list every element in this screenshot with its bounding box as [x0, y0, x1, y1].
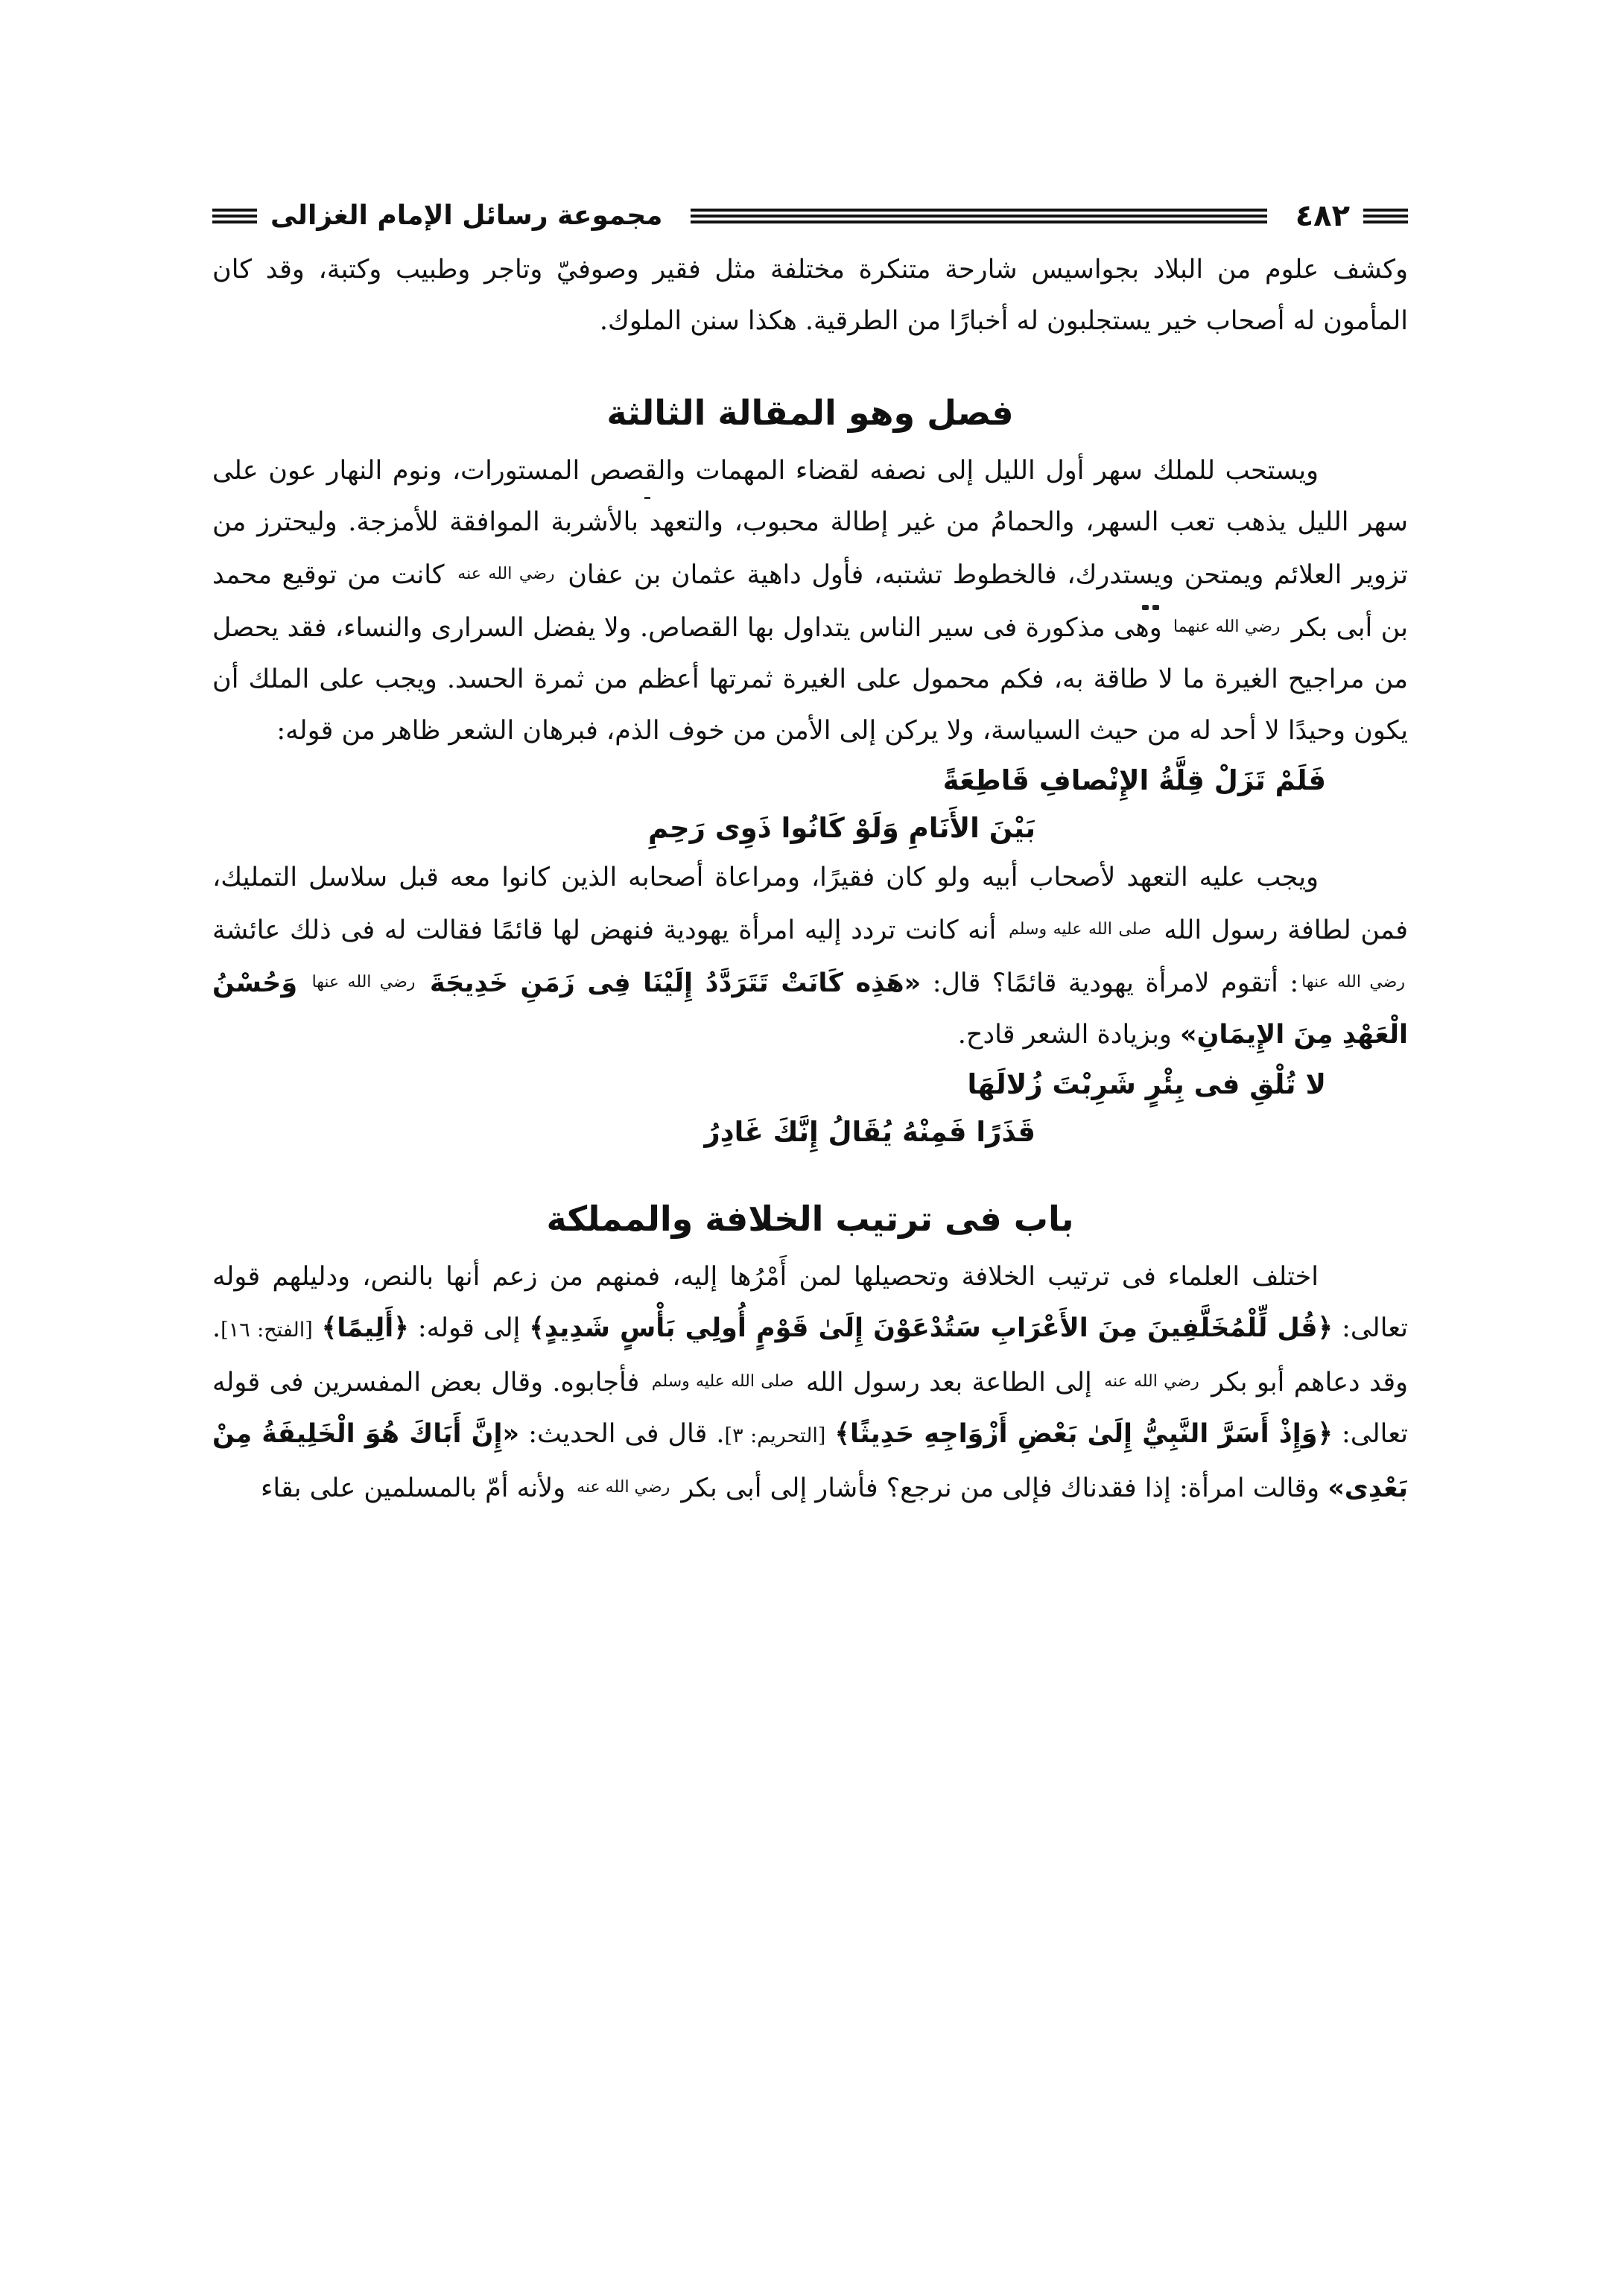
paragraph-caliphate-order	[212, 1251, 1408, 1514]
honorific-glyph: رضي الله عنه	[577, 1478, 670, 1497]
book-page	[212, 201, 1408, 1514]
text-segment: اختلف العلماء فى ترتيب الخلافة وتحصيلها لمن أَمْرُها إليه، فمنهم من زعم أنها بالنص، ودليلهم قوله تعالى:	[212, 1262, 1408, 1343]
honorific-glyph: صلى الله عليه وسلم	[651, 1372, 794, 1391]
page-number: ٤٨٢	[1295, 199, 1350, 233]
honorific-glyph: رضي الله عنه	[1104, 1372, 1199, 1391]
verse-hemistich-1: لا تُلْقِ فى بِئْرٍ شَرِبْتَ زُلالَهَا	[967, 1068, 1326, 1100]
text-segment: ولأنه أمّ بالمسلمين على بقاء	[260, 1473, 565, 1503]
text-segment: أنه كانت تردد إليه امرأة يهودية فنهض لها قائمًا فقالت له فى ذلك عائشة	[212, 916, 997, 945]
text-segment: فأجابوه. وقال بعض المفسرين فى قوله تعالى:	[212, 1368, 1408, 1449]
header-rule-right	[1363, 209, 1408, 223]
text-segment: وبزيادة الشعر قادح.	[957, 1020, 1172, 1050]
hadith-quote: وَحُسْنُ الْعَهْدِ مِنَ الإِيمَانِ»	[212, 968, 1408, 1050]
poetry-verse-1	[212, 757, 1408, 852]
section-heading-third-discourse: فصل وهو المقالة الثالثة	[606, 393, 1014, 433]
book-title: مجموعة رسائل الإمام الغزالى	[270, 200, 663, 231]
hadith-quote: «هَذِه كَانَتْ تَتَرَدَّدُ إِلَيْنَا فِى زَمَنِ خَدِيجَةَ	[429, 968, 922, 998]
honorific-glyph: صلى الله عليه وسلم	[1009, 920, 1152, 939]
text-segment: كانت من توقيع محمد بن أبى بكر	[212, 560, 1408, 643]
quran-verse: ﴿قُل لِّلْمُخَلَّفِينَ مِنَ الأَعْرَابِ سَتُدْعَوْنَ إِلَىٰ قَوْمٍ أُولِي بَأْسٍ شَدِيدٍ﴾	[529, 1313, 1333, 1343]
honorific-glyph: رضي الله عنه	[457, 565, 555, 583]
quran-reference: [التحريم: ٣]	[724, 1424, 826, 1447]
text-segment: إلى الطاعة بعد رسول الله	[805, 1368, 1092, 1397]
hadith-quote: «إِنَّ أَبَاكَ هُوَ الْخَلِيفَةُ مِنْ بَعْدِى»	[212, 1419, 1408, 1503]
poetry-verse-2	[212, 1061, 1408, 1156]
honorific-glyph: رضي الله عنهما	[1173, 618, 1281, 636]
header-rule-left	[212, 209, 257, 223]
text-segment: إلى قوله:	[417, 1313, 521, 1343]
paragraph-fathers-companions	[212, 852, 1408, 1061]
intro-paragraph: وكشف علوم من البلاد بجواسيس شارحة متنكرة مختلفة مثل فقير وصوفيّ وتاجر وطبيب وكتبة، وقد كان المأمون له أصحاب خير يستجلبون له أخبارًا من الطرقية. هكذا سنن الملوك.	[212, 255, 1408, 336]
text-segment: ويستحب للملك سهر أول الليل إلى نصفه لقضاء المهمات والقصص المستورات، ونوم النهار عون على سهر الليل يذهب تعب السهر، والحمامُ من غير إطالة محبوب، والتعهد بالأشربة الموافقة للأمزجة. وليحترز من تزوير العلائم ويمتحن ويستدرك، فالخطوط تشتبه، فأول داهية عثمان بن عفان	[212, 456, 1408, 590]
text-segment: : أتقوم لامرأة يهودية قائمًا؟ قال:	[932, 968, 1299, 998]
text-segment: . وقد دعاهم أبو بكر	[212, 1313, 1409, 1397]
text-segment: وقالت امرأة: إذا فقدناك فإلى من نرجع؟ فأشار إلى أبى بكر	[681, 1473, 1320, 1503]
honorific-glyph: رضي الله عنها	[311, 973, 416, 992]
quran-verse: ﴿أَلِيمًا﴾	[321, 1313, 409, 1343]
quran-reference: [الفتح: ١٦]	[221, 1319, 313, 1342]
section-heading-caliphate: باب فى ترتيب الخلافة والمملكة	[546, 1199, 1074, 1239]
header-rule-middle	[691, 209, 1266, 223]
paragraph-night-vigil	[212, 445, 1408, 757]
verse-hemistich-2: قَذَرًا فَمِنْهُ يُقَالُ إِنَّكَ غَادِرُ	[704, 1116, 1035, 1148]
running-header	[212, 201, 1408, 231]
text-segment: وهى مذكورة فى سير الناس يتداول بها القصاص. ولا يفضل السرارى والنساء، فقد يحصل من مراجيح الغيرة ما لا طاقة به، فكم محمول على الغيرة ثمرتها أعظم من ثمرة الحسد. ويجب على الملك أن يكون وحيدًا لا أحد له من حيث السياسة، ولا يركن إلى الأمن من خوف الذم، فبرهان الشعر ظاهر من قوله:	[212, 613, 1408, 746]
verse-hemistich-2: بَيْنَ الأَنَامِ وَلَوْ كَانُوا ذَوِى رَحِمِ	[648, 812, 1035, 844]
quran-verse: ﴿وَإِذْ أَسَرَّ النَّبِيُّ إِلَىٰ بَعْضِ أَزْوَاجِهِ حَدِيثًا﴾	[834, 1419, 1333, 1449]
text-segment: . قال فى الحديث:	[528, 1419, 725, 1449]
text-segment: ويجب عليه التعهد لأصحاب أبيه ولو كان فقيرًا، ومراعاة أصحابه الذين كانوا معه قبل سلاسل التمليك، فمن لطافة رسول الله	[212, 863, 1409, 945]
honorific-glyph: رضي الله عنها	[1301, 973, 1405, 992]
verse-hemistich-1: فَلَمْ تَزَلْ قِلَّةُ الإِنْصافِ قَاطِعَةً	[942, 764, 1326, 796]
